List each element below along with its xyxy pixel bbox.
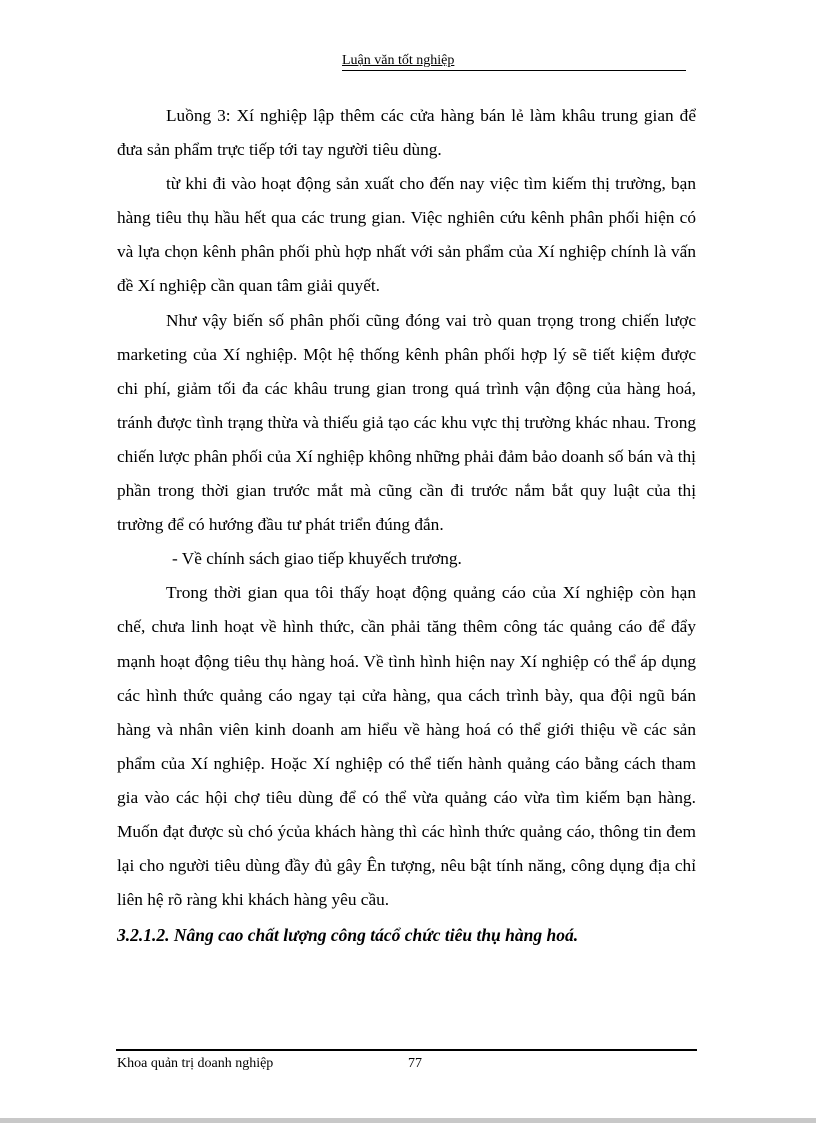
section-heading: 3.2.1.2. Nâng cao chất lượng công tácổ chức tiêu thụ hàng hoá. bbox=[117, 925, 579, 946]
bullet-promotion-policy: - Về chính sách giao tiếp khuyếch trương. bbox=[172, 549, 462, 569]
footer-divider bbox=[116, 1049, 697, 1051]
paragraph-advertising: Trong thời gian qua tôi thấy hoạt động quảng cáo của Xí nghiệp còn hạn chế, chưa linh hoạt về hình thức, cần phải tăng thêm công tác quảng cáo để đẩy mạnh hoạt động tiêu thụ hàng hoá. Về tình hình hiện nay Xí nghiệp có thể áp dụng các hình thức quảng cáo ngay tại cửa hàng, qua cách trình bày, qua đội ngũ bán hàng và nhân viên kinh doanh am hiểu về hàng hoá có thể giới thiệu về các sản phẩm của Xí nghiệp. Hoặc Xí nghiệp có thể tiến hành quảng cáo bằng cách tham gia vào các hội chợ tiêu dùng để có thể vừa quảng cáo vừa tìm kiếm bạn hàng. Muốn đạt được sù chó ýcủa khách hàng thì các hình thức quảng cáo, thông tin đem lại cho người tiêu dùng đầy đủ gây Ên tượng, nêu bật tính năng, công dụng địa chỉ liên hệ rõ ràng khi khách hàng yêu cầu. bbox=[117, 583, 696, 910]
page-bottom-edge bbox=[0, 1118, 816, 1123]
header-title: Luận văn tốt nghiệp bbox=[342, 53, 455, 68]
paragraph-intermediaries: từ khi đi vào hoạt động sản xuất cho đến nay việc tìm kiếm thị trường, bạn hàng tiêu thụ hầu hết qua các trung gian. Việc nghiên cứu kênh phân phối hiện có và lựa chọn kênh phân phối phù hợp nhất với sản phẩm của Xí nghiệp chính là vấn đề Xí nghiệp cần quan tâm giải quyết. bbox=[117, 174, 696, 296]
page-header bbox=[342, 52, 686, 71]
page-number: 77 bbox=[408, 1056, 422, 1071]
document-body bbox=[117, 99, 696, 952]
paragraph-channel-3: Luồng 3: Xí nghiệp lập thêm các cửa hàng bán lẻ làm khâu trung gian để đưa sản phẩm trực tiếp tới tay người tiêu dùng. bbox=[117, 106, 696, 160]
paragraph-distribution-role: Như vậy biến số phân phối cũng đóng vai trò quan trọng trong chiến lược marketing của Xí nghiệp. Một hệ thống kênh phân phối hợp lý sẽ tiết kiệm được chi phí, giảm tối đa các khâu trung gian trong quá trình vận động của hàng hoá, tránh được tình trạng thừa và thiếu giả tạo các khu vực thị trường khác nhau. Trong chiến lược phân phối của Xí nghiệp không những phải đảm bảo doanh số bán và thị phần trong thời gian trước mắt mà cũng cần đi trước nắm bắt quy luật của thị trường để có hướng đầu tư phát triển đúng đắn. bbox=[117, 310, 696, 535]
footer-department: Khoa quản trị doanh nghiệp bbox=[117, 1056, 274, 1071]
